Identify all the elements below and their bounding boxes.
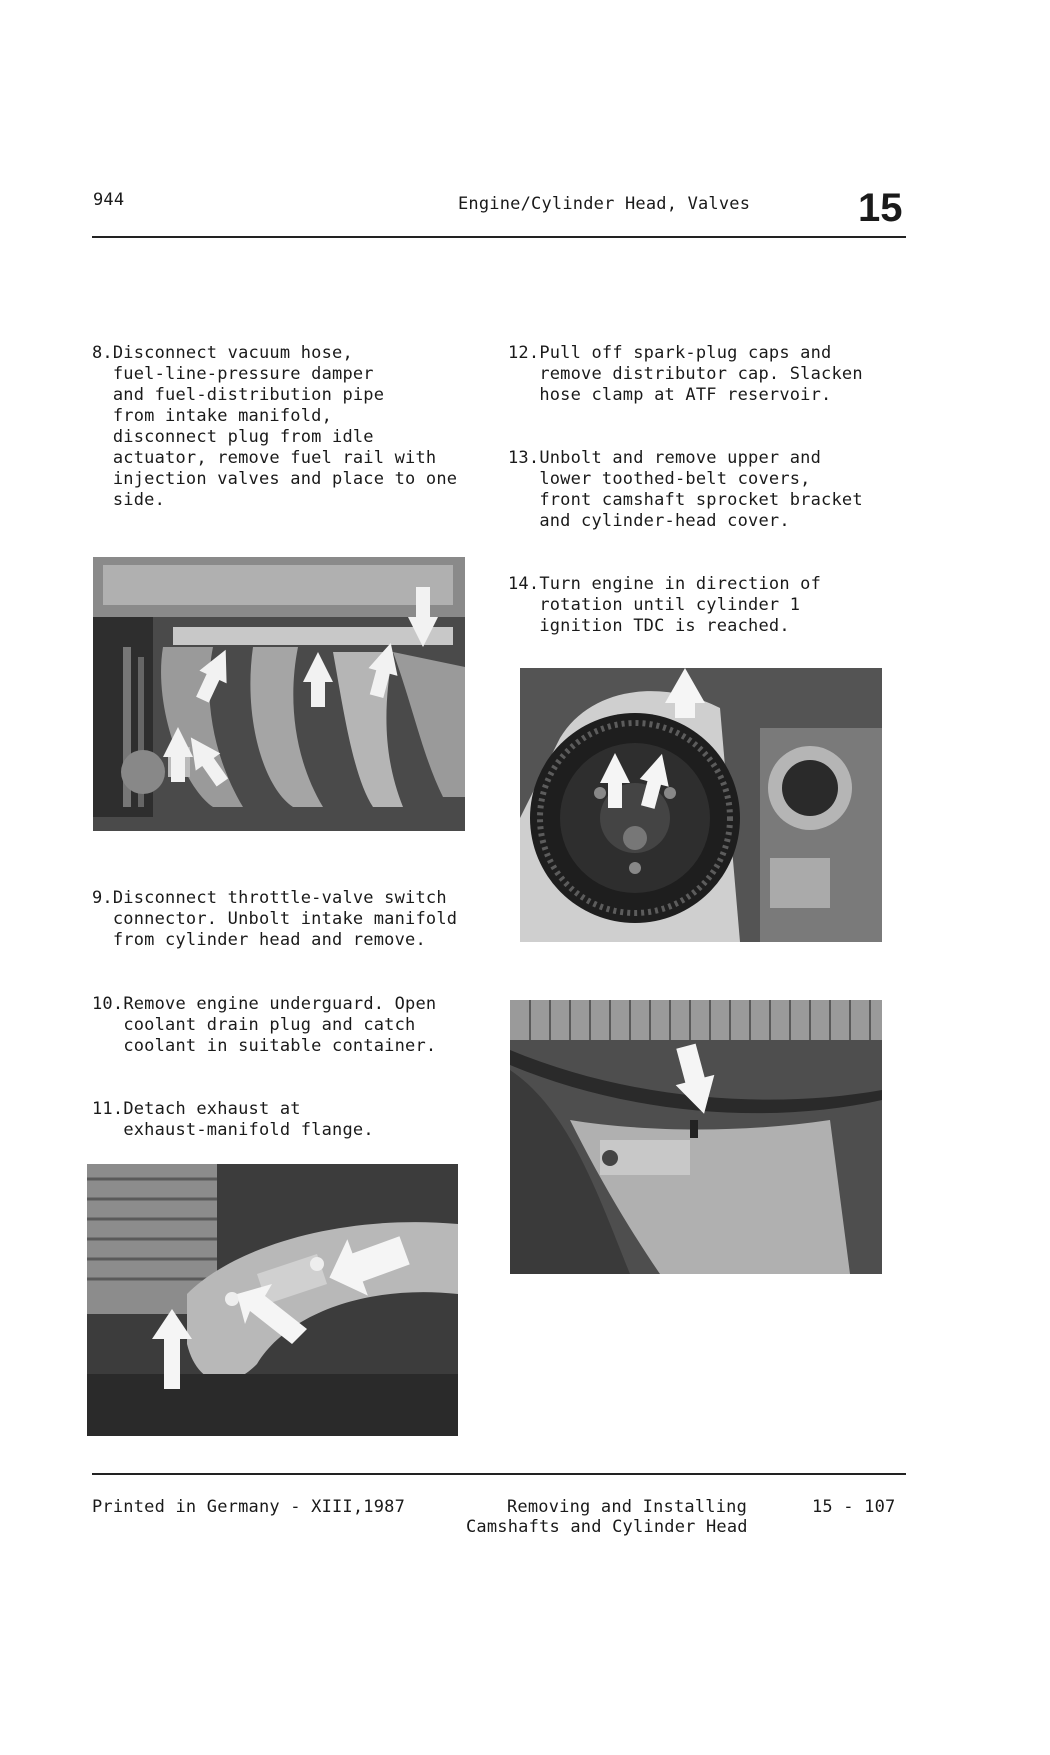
step-9 — [92, 888, 492, 951]
step-8-number: 8. — [92, 343, 113, 363]
photo-flywheel-mark — [510, 1000, 882, 1274]
photo-exhaust-flange — [87, 1164, 458, 1436]
step-14-number: 14. — [508, 574, 540, 594]
step-14 — [508, 574, 908, 637]
printed-in: Printed in Germany - XIII,1987 — [92, 1497, 406, 1517]
step-8-text: Disconnect vacuum hose, fuel-line-pressure damper and fuel-distribution pipe from intake manifold, disconnect plug from idle actuator, remove fuel rail with injection valves and place to one side. — [112, 343, 458, 510]
step-10-text: Remove engine underguard. Open coolant drain plug and catch coolant in suitable container. — [123, 994, 437, 1056]
step-13-text: Unbolt and remove upper and lower toothed-belt covers, front camshaft sprocket bracket and cylinder-head cover. — [539, 448, 863, 531]
step-12 — [508, 343, 908, 406]
step-12-text: Pull off spark-plug caps and remove distributor cap. Slacken hose clamp at ATF reservoir. — [539, 343, 863, 405]
step-12-number: 12. — [508, 343, 540, 363]
header-rule — [92, 236, 906, 238]
step-11-number: 11. — [92, 1099, 124, 1119]
photo-camshaft-sprocket — [520, 668, 882, 942]
step-14-text: Turn engine in direction of rotation until cylinder 1 ignition TDC is reached. — [539, 574, 822, 636]
step-9-text: Disconnect throttle-valve switch connector. Unbolt intake manifold from cylinder head and remove. — [112, 888, 458, 950]
step-10-number: 10. — [92, 994, 124, 1014]
footer-rule — [92, 1473, 906, 1475]
step-13 — [508, 448, 908, 532]
group-number: 15 — [858, 186, 903, 230]
step-13-number: 13. — [508, 448, 540, 468]
model-label: 944 — [93, 190, 125, 210]
footer-title-line2: Camshafts and Cylinder Head — [466, 1517, 748, 1537]
step-8 — [92, 343, 492, 511]
step-9-number: 9. — [92, 888, 113, 908]
footer-title-line1: Removing and Installing — [507, 1497, 748, 1517]
section-title: Engine/Cylinder Head, Valves — [458, 194, 751, 214]
step-10 — [92, 994, 492, 1057]
step-11-text: Detach exhaust at exhaust-manifold flange. — [123, 1099, 374, 1140]
step-11 — [92, 1099, 492, 1141]
photo-intake-manifold — [93, 557, 465, 831]
page-number: 15 - 107 — [812, 1497, 896, 1517]
